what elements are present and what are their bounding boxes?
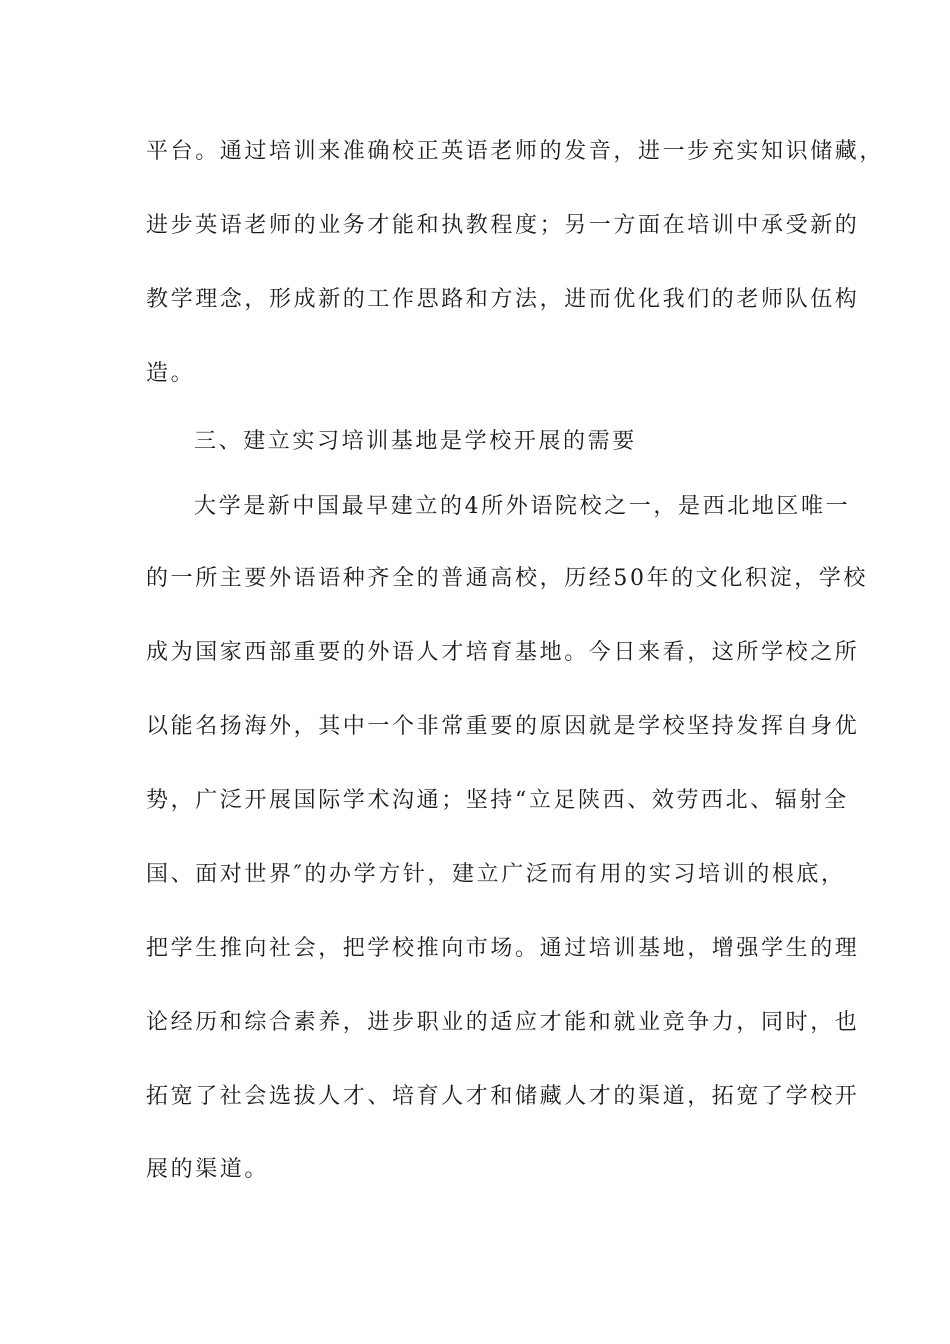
paragraph-2-line-6: 国、面对世界″的办学方针，建立广泛而有用的实习培训的根底， (146, 862, 846, 887)
section-heading-3: 三、建立实习培训基地是学校开展的需要 (194, 429, 637, 454)
paragraph-2-line-3: 成为国家西部重要的外语人才培育基地。今日来看，这所学校之所 (146, 640, 860, 665)
paragraph-2-line-5: 势，广泛开展国际学术沟通；坚持“立足陕西、效劳西北、辐射全 (146, 788, 849, 813)
paragraph-2-line-7: 把学生推向社会，把学校推向市场。通过培训基地，增强学生的理 (146, 936, 860, 961)
paragraph-1-line-3: 教学理念，形成新的工作思路和方法，进而优化我们的老师队伍构 (146, 287, 860, 312)
paragraph-1-line-2: 进步英语老师的业务才能和执教程度；另一方面在培训中承受新的 (146, 213, 860, 238)
paragraph-1-line-1: 平台。通过培训来准确校正英语老师的发音，进一步充实知识储藏， (146, 139, 885, 164)
paragraph-2-line-4: 以能名扬海外，其中一个非常重要的原因就是学校坚持发挥自身优 (146, 714, 860, 739)
paragraph-2-line-10: 展的渠道。 (146, 1157, 270, 1182)
paragraph-2-line-8: 论经历和综合素养，进步职业的适应才能和就业竞争力，同时，也 (146, 1010, 860, 1035)
paragraph-2-line-9: 拓宽了社会选拔人才、培育人才和储藏人才的渠道，拓宽了学校开 (146, 1084, 860, 1109)
paragraph-1-line-4: 造。 (146, 361, 196, 386)
paragraph-2-line-1: 大学是新中国最早建立的4所外语院校之一，是西北地区唯一 (194, 494, 851, 519)
paragraph-2-line-2: 的一所主要外语语种齐全的普通高校，历经50年的文化积淀，学校 (146, 566, 868, 591)
